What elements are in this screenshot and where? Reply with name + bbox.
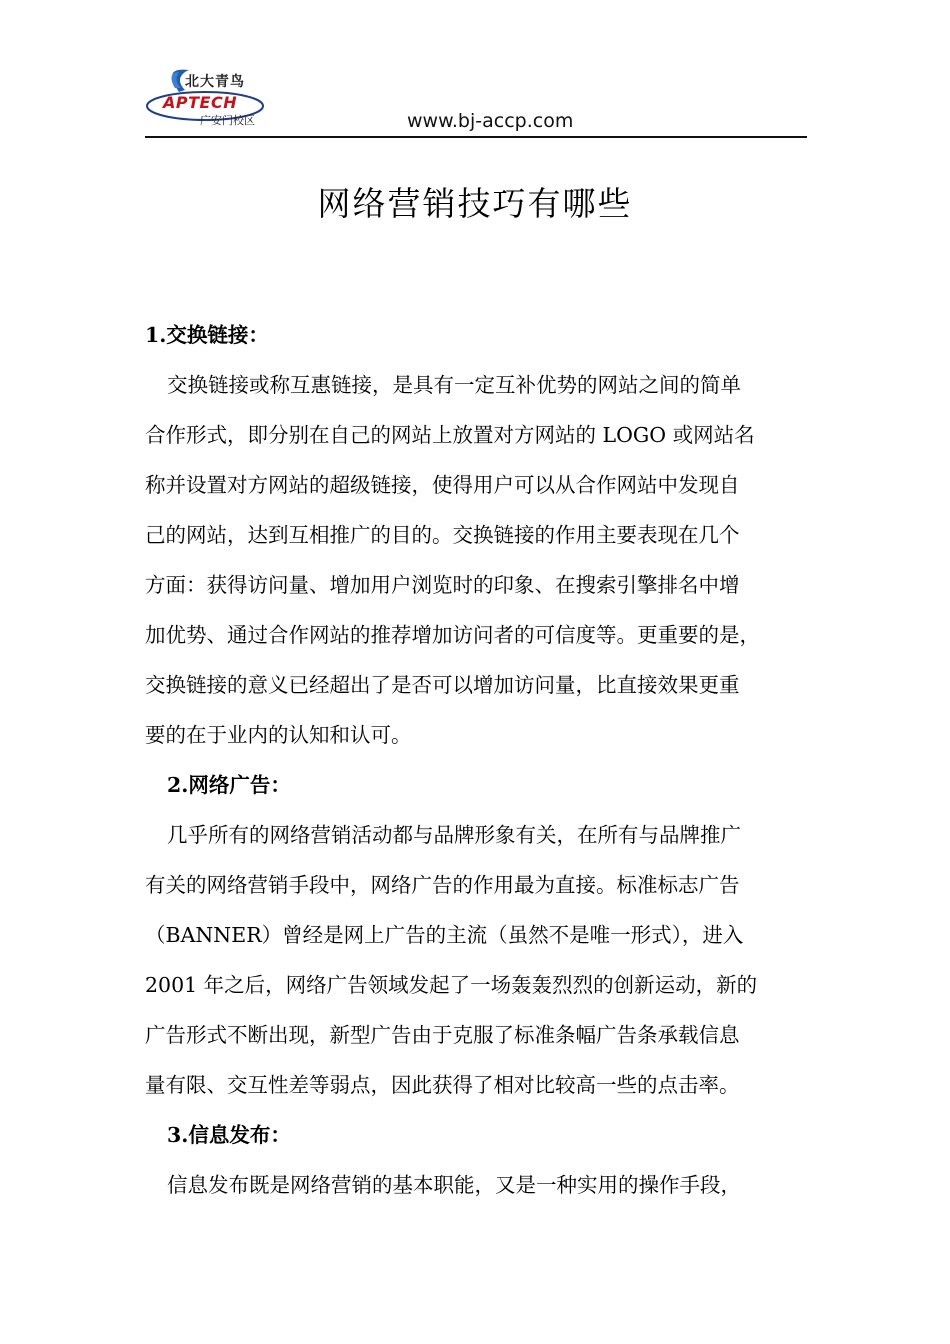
paragraph-line: 加优势、通过合作网站的推荐增加访问者的可信度等。更重要的是， [145, 623, 760, 647]
logo-en-text: APTECH [163, 93, 238, 112]
page-header [145, 62, 807, 138]
section-heading: 3.信息发布： [167, 1123, 291, 1147]
aptech-logo [145, 66, 280, 126]
paragraph-line: 2001 年之后，网络广告领域发起了一场轰轰烈烈的创新运动，新的 [145, 973, 758, 997]
paragraph-line: 交换链接或称互惠链接，是具有一定互补优势的网站之间的简单 [167, 373, 741, 397]
site-url[interactable]: www.bj-accp.com [407, 110, 574, 132]
paragraph-line: 己的网站，达到互相推广的目的。交换链接的作用主要表现在几个 [145, 523, 740, 547]
paragraph-line: 称并设置对方网站的超级链接，使得用户可以从合作网站中发现自 [145, 473, 740, 497]
section-heading: 2.网络广告： [167, 773, 291, 797]
paragraph-line: 信息发布既是网络营销的基本职能，又是一种实用的操作手段， [167, 1173, 741, 1197]
paragraph-line: 量有限、交互性差等弱点，因此获得了相对比较高一些的点击率。 [145, 1073, 740, 1097]
header-divider [145, 136, 807, 138]
article-body [145, 312, 825, 1212]
page-title: 网络营销技巧有哪些 [317, 184, 633, 223]
paragraph-line: 方面：获得访问量、增加用户浏览时的印象、在搜索引擎排名中增 [145, 573, 740, 597]
paragraph-line: （BANNER）曾经是网上广告的主流（虽然不是唯一形式），进入 [145, 923, 744, 947]
logo-campus-text: 广安门校区 [200, 114, 255, 127]
paragraph-line: 几乎所有的网络营销活动都与品牌形象有关，在所有与品牌推广 [167, 823, 741, 847]
paragraph-line: 要的在于业内的认知和认可。 [145, 723, 412, 747]
paragraph-line: 交换链接的意义已经超出了是否可以增加访问量，比直接效果更重 [145, 673, 740, 697]
paragraph-line: 合作形式，即分别在自己的网站上放置对方网站的 LOGO 或网站名 [145, 423, 755, 447]
section-heading: 1.交换链接： [145, 323, 269, 347]
paragraph-line: 广告形式不断出现，新型广告由于克服了标准条幅广告条承载信息 [145, 1023, 740, 1047]
logo-cn-text: 北大青鸟 [185, 74, 245, 90]
paragraph-line: 有关的网络营销手段中，网络广告的作用最为直接。标准标志广告 [145, 873, 740, 897]
